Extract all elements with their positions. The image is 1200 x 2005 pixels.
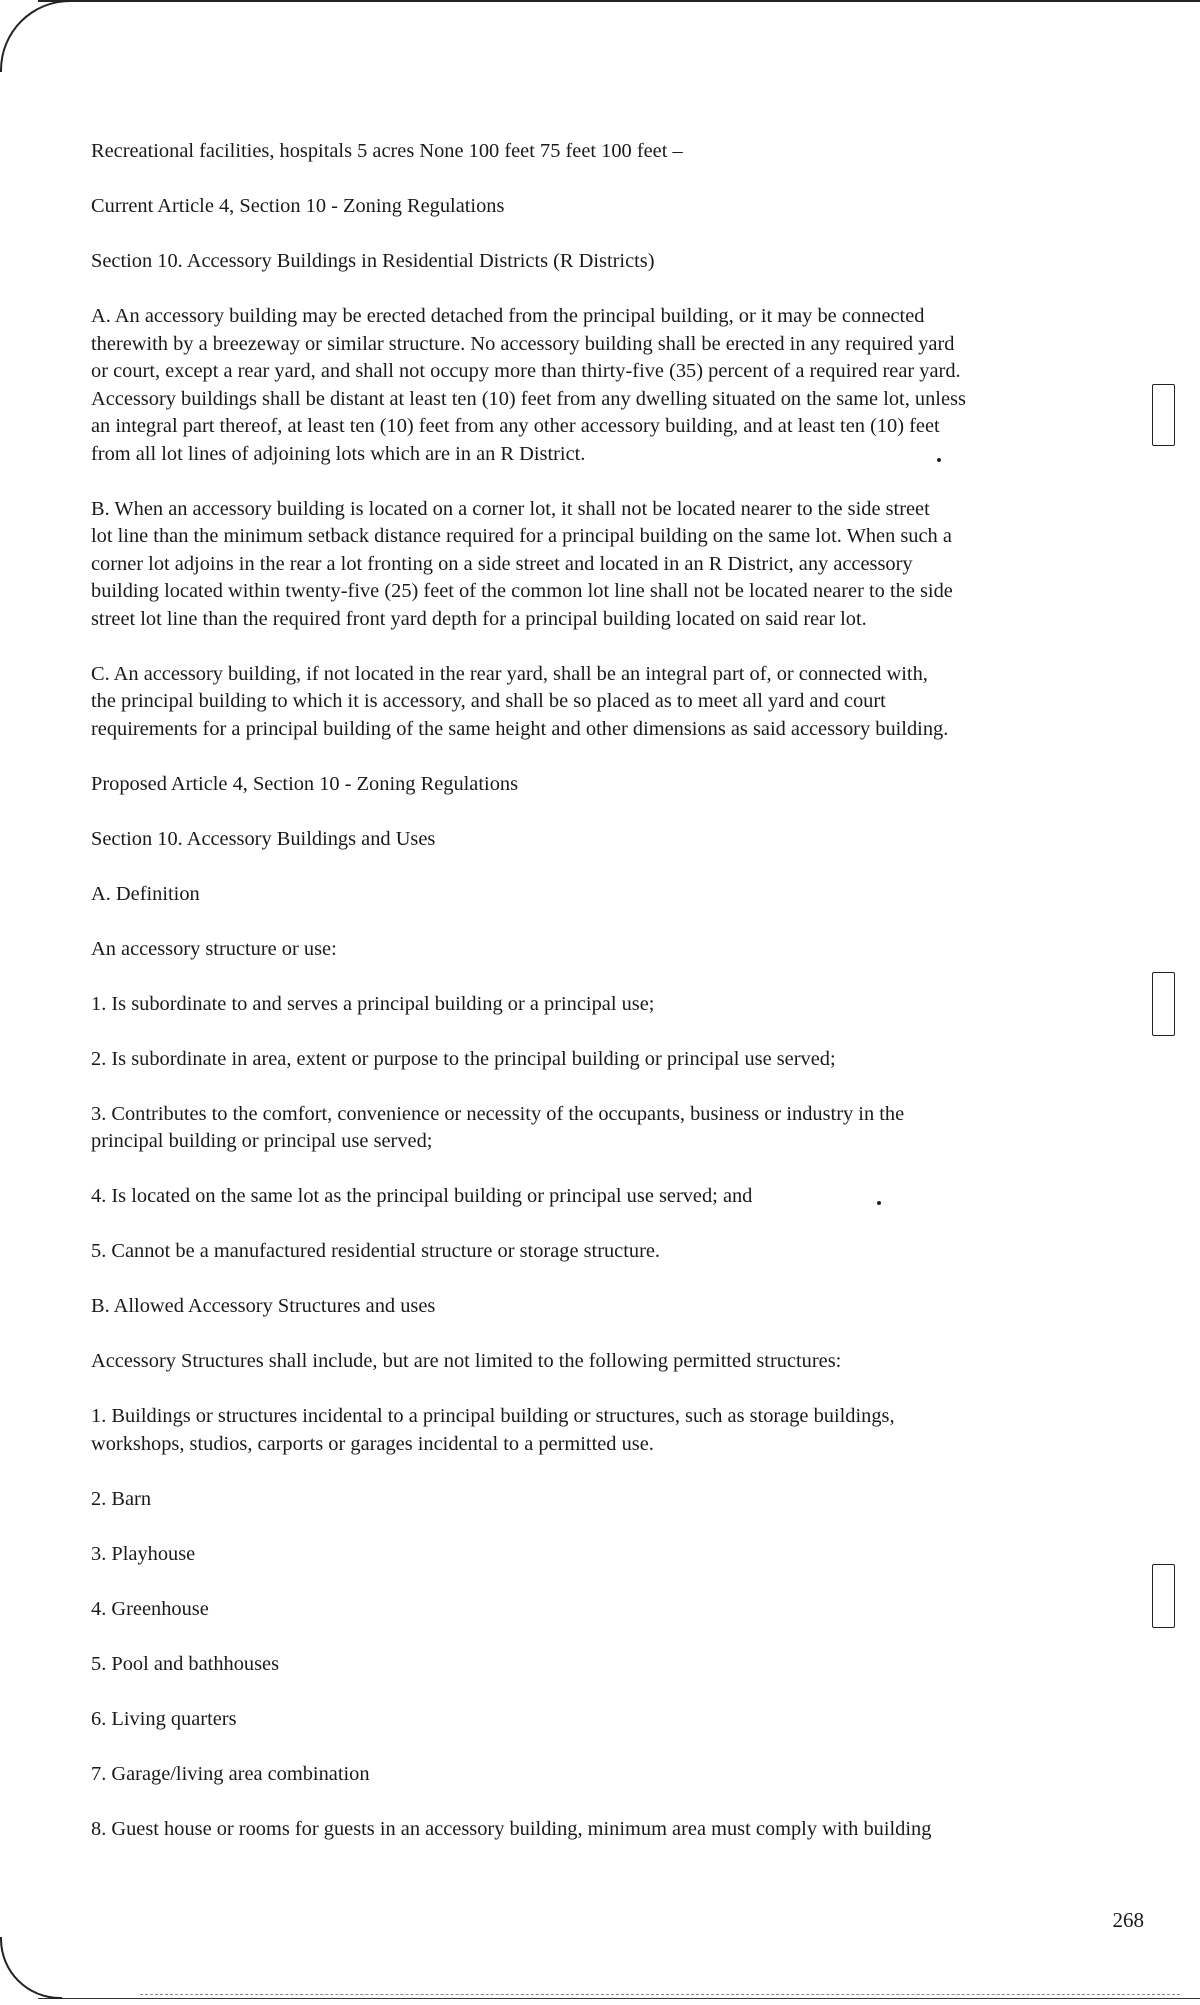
text-line: 4. Is located on the same lot as the principal building or principal use served; and bbox=[91, 1185, 753, 1207]
paragraph bbox=[91, 991, 1111, 1019]
text-line: corner lot adjoins in the rear a lot fronting on a side street and located in an R District, any accessory bbox=[91, 552, 913, 575]
text-line: therewith by a breezeway or similar structure. No accessory building shall be erected in any required yard bbox=[91, 332, 955, 355]
page-top-edge bbox=[38, 0, 1200, 2]
text-line: A. Definition bbox=[91, 882, 200, 905]
text-line: street lot line than the required front yard depth for a principal building located on said rear lot. bbox=[91, 607, 867, 630]
text-line: An accessory structure or use: bbox=[91, 937, 337, 960]
text-line: or court, except a rear yard, and shall not occupy more than thirty-five (35) percent of a required rear yard. bbox=[91, 360, 961, 382]
paragraph bbox=[91, 138, 1111, 166]
text-line: lot line than the minimum setback distance required for a principal building on the same lot. When such a bbox=[91, 525, 952, 547]
text-line: Current Article 4, Section 10 - Zoning Regulations bbox=[91, 195, 505, 217]
paragraph bbox=[91, 1486, 1111, 1514]
paragraph bbox=[91, 1293, 1111, 1321]
paragraph bbox=[91, 496, 1111, 634]
text-line: Accessory Structures shall include, but are not limited to the following permitted structures: bbox=[91, 1350, 842, 1372]
page-bottom-edge bbox=[38, 1998, 1200, 1999]
margin-box-marker bbox=[1152, 1564, 1175, 1628]
paragraph bbox=[91, 826, 1111, 854]
paragraph bbox=[91, 936, 1111, 964]
paragraph bbox=[91, 771, 1111, 799]
text-line: from all lot lines of adjoining lots which are in an R District. bbox=[91, 442, 586, 465]
paragraph bbox=[91, 1541, 1111, 1569]
text-line: 4. Greenhouse bbox=[91, 1597, 209, 1620]
margin-box-marker bbox=[1152, 384, 1175, 446]
text-line: the principal building to which it is accessory, and shall be so placed as to meet all yard and court bbox=[91, 690, 886, 712]
paragraph bbox=[91, 881, 1111, 909]
stray-dot-mark bbox=[937, 458, 941, 462]
text-line: 8. Guest house or rooms for guests in an accessory building, minimum area must comply with building bbox=[91, 1817, 932, 1840]
text-line: Recreational facilities, hospitals 5 acres None 100 feet 75 feet 100 feet – bbox=[91, 140, 683, 162]
text-line: workshops, studios, carports or garages incidental to a permitted use. bbox=[91, 1432, 654, 1455]
paragraph bbox=[91, 1596, 1111, 1624]
text-line: B. When an accessory building is located on a corner lot, it shall not be located nearer to the side street bbox=[91, 497, 930, 520]
text-line: 5. Pool and bathhouses bbox=[91, 1652, 280, 1675]
text-line: an integral part thereof, at least ten (10) feet from any other accessory building, and at least ten (10) feet bbox=[91, 415, 940, 437]
text-line: 2. Barn bbox=[91, 1487, 152, 1510]
text-line: 2. Is subordinate in area, extent or purpose to the principal building or principal use served; bbox=[91, 1047, 836, 1070]
paragraph bbox=[91, 1101, 1111, 1156]
text-line: 5. Cannot be a manufactured residential structure or storage structure. bbox=[91, 1240, 661, 1262]
text-line: Section 10. Accessory Buildings and Uses bbox=[91, 827, 436, 850]
paragraph bbox=[91, 1706, 1111, 1734]
text-line: A. An accessory building may be erected detached from the principal building, or it may be connected bbox=[91, 305, 925, 327]
text-line: 6. Living quarters bbox=[91, 1707, 237, 1730]
page-bottom-scan-line bbox=[140, 1994, 1180, 1995]
text-line: Accessory buildings shall be distant at least ten (10) feet from any dwelling situated on the same lot, unless bbox=[91, 387, 966, 410]
text-line: Proposed Article 4, Section 10 - Zoning Regulations bbox=[91, 772, 519, 795]
text-line: requirements for a principal building of the same height and other dimensions as said accessory building. bbox=[91, 717, 949, 740]
paragraph bbox=[91, 248, 1111, 276]
paragraph bbox=[91, 1046, 1111, 1074]
text-line: 3. Playhouse bbox=[91, 1542, 196, 1565]
text-line: 1. Is subordinate to and serves a principal building or a principal use; bbox=[91, 992, 655, 1015]
text-line: 3. Contributes to the comfort, convenience or necessity of the occupants, business or industry in the bbox=[91, 1102, 905, 1125]
paragraph bbox=[91, 1183, 1111, 1211]
text-line: C. An accessory building, if not located in the rear yard, shall be an integral part of, or connected with, bbox=[91, 662, 928, 685]
document-body bbox=[91, 138, 1111, 1871]
paragraph bbox=[91, 1238, 1111, 1266]
page-number: 268 bbox=[1112, 1908, 1144, 1932]
page-corner-top-left bbox=[0, 0, 72, 72]
paragraph bbox=[91, 1816, 1111, 1844]
text-line: B. Allowed Accessory Structures and uses bbox=[91, 1295, 436, 1317]
paragraph bbox=[91, 1348, 1111, 1376]
paragraph bbox=[91, 1403, 1111, 1458]
paragraph bbox=[91, 1761, 1111, 1789]
text-line: 7. Garage/living area combination bbox=[91, 1762, 370, 1785]
paragraph bbox=[91, 661, 1111, 744]
margin-box-marker bbox=[1152, 972, 1175, 1036]
text-line: 1. Buildings or structures incidental to a principal building or structures, such as storage buildings, bbox=[91, 1405, 895, 1427]
text-line: Section 10. Accessory Buildings in Residential Districts (R Districts) bbox=[91, 250, 655, 272]
paragraph bbox=[91, 193, 1111, 221]
stray-dot-mark bbox=[877, 1201, 881, 1205]
paragraph bbox=[91, 303, 1111, 468]
text-line: principal building or principal use served; bbox=[91, 1130, 433, 1152]
paragraph bbox=[91, 1651, 1111, 1679]
page-corner-bottom-left bbox=[0, 1937, 62, 1999]
text-line: building located within twenty-five (25) feet of the common lot line shall not be located nearer to the side bbox=[91, 580, 953, 602]
